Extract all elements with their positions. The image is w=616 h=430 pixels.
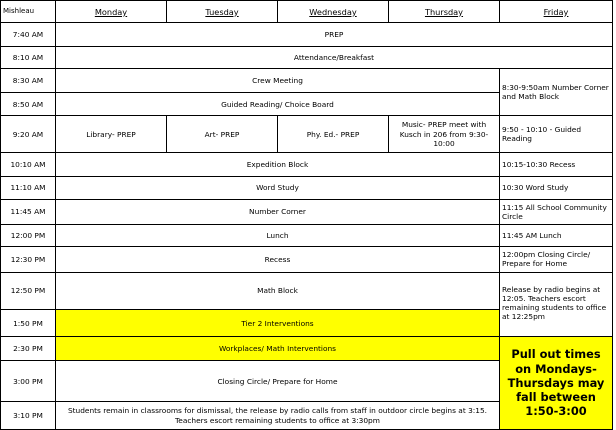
friday-cell: 10:30 Word Study (500, 176, 613, 199)
time-cell: 9:20 AM (1, 116, 56, 153)
activity-cell: Math Block (56, 272, 500, 310)
activity-cell: PREP (56, 23, 613, 46)
row-1200 (1, 224, 613, 246)
monday-cell: Library- PREP (56, 116, 167, 153)
activity-cell: Number Corner (56, 200, 500, 225)
dismissal-note: Students remain in classrooms for dismissal, the release by radio calls from staff in outdoor circle begins at 3:15. Teachers escort remaining students to office at 3:30pm (56, 402, 500, 430)
activity-cell: Attendance/Breakfast (56, 46, 613, 68)
tuesday-cell: Art- PREP (167, 116, 278, 153)
day-thursday: Thursday (389, 1, 500, 23)
time-cell: 11:45 AM (1, 200, 56, 225)
time-cell: 12:50 PM (1, 272, 56, 310)
friday-cell: 8:30-9:50am Number Corner and Math Block (500, 69, 613, 116)
row-1430 (1, 336, 613, 361)
day-monday: Monday (56, 1, 167, 23)
row-1250 (1, 272, 613, 310)
day-friday: Friday (500, 1, 613, 23)
time-cell: 7:40 AM (1, 23, 56, 46)
activity-cell: Recess (56, 247, 500, 273)
time-cell: 8:30 AM (1, 69, 56, 92)
friday-pullout-note: Pull out times on Mondays-Thursdays may fall between 1:50-3:00 (500, 336, 613, 429)
friday-cell: Release by radio begins at 12:05. Teachers escort remaining students to office at 12:25pm (500, 272, 613, 336)
header-row (1, 1, 613, 23)
activity-cell: Expedition Block (56, 153, 500, 176)
day-tuesday: Tuesday (167, 1, 278, 23)
time-cell: 3:00 PM (1, 361, 56, 402)
time-cell: 2:30 PM (1, 336, 56, 361)
activity-cell: Word Study (56, 176, 500, 199)
friday-cell: 9:50 - 10:10 - Guided Reading (500, 116, 613, 153)
time-cell: 11:10 AM (1, 176, 56, 199)
teacher-name: Mishleau (1, 1, 56, 23)
activity-cell: Tier 2 Interventions (56, 310, 500, 337)
activity-cell: Workplaces/ Math Interventions (56, 336, 500, 361)
row-1010 (1, 153, 613, 176)
activity-cell: Lunch (56, 224, 500, 246)
time-cell: 12:00 PM (1, 224, 56, 246)
day-wednesday: Wednesday (278, 1, 389, 23)
time-cell: 12:30 PM (1, 247, 56, 273)
time-cell: 10:10 AM (1, 153, 56, 176)
wednesday-cell: Phy. Ed.- PREP (278, 116, 389, 153)
row-1110 (1, 176, 613, 199)
activity-cell: Closing Circle/ Prepare for Home (56, 361, 500, 402)
row-0810 (1, 46, 613, 68)
row-0740 (1, 23, 613, 46)
friday-cell: 11:45 AM Lunch (500, 224, 613, 246)
activity-cell: Crew Meeting (56, 69, 500, 92)
friday-cell: 10:15-10:30 Recess (500, 153, 613, 176)
thursday-cell: Music- PREP meet with Kusch in 206 from 9:30-10:00 (389, 116, 500, 153)
row-0830 (1, 69, 613, 92)
time-cell: 3:10 PM (1, 402, 56, 430)
time-cell: 8:50 AM (1, 92, 56, 115)
friday-cell: 11:15 All School Community Circle (500, 200, 613, 225)
time-cell: 1:50 PM (1, 310, 56, 337)
row-1145 (1, 200, 613, 225)
time-cell: 8:10 AM (1, 46, 56, 68)
row-1230 (1, 247, 613, 273)
row-0920 (1, 116, 613, 153)
friday-cell: 12:00pm Closing Circle/ Prepare for Home (500, 247, 613, 273)
activity-cell: Guided Reading/ Choice Board (56, 92, 500, 115)
